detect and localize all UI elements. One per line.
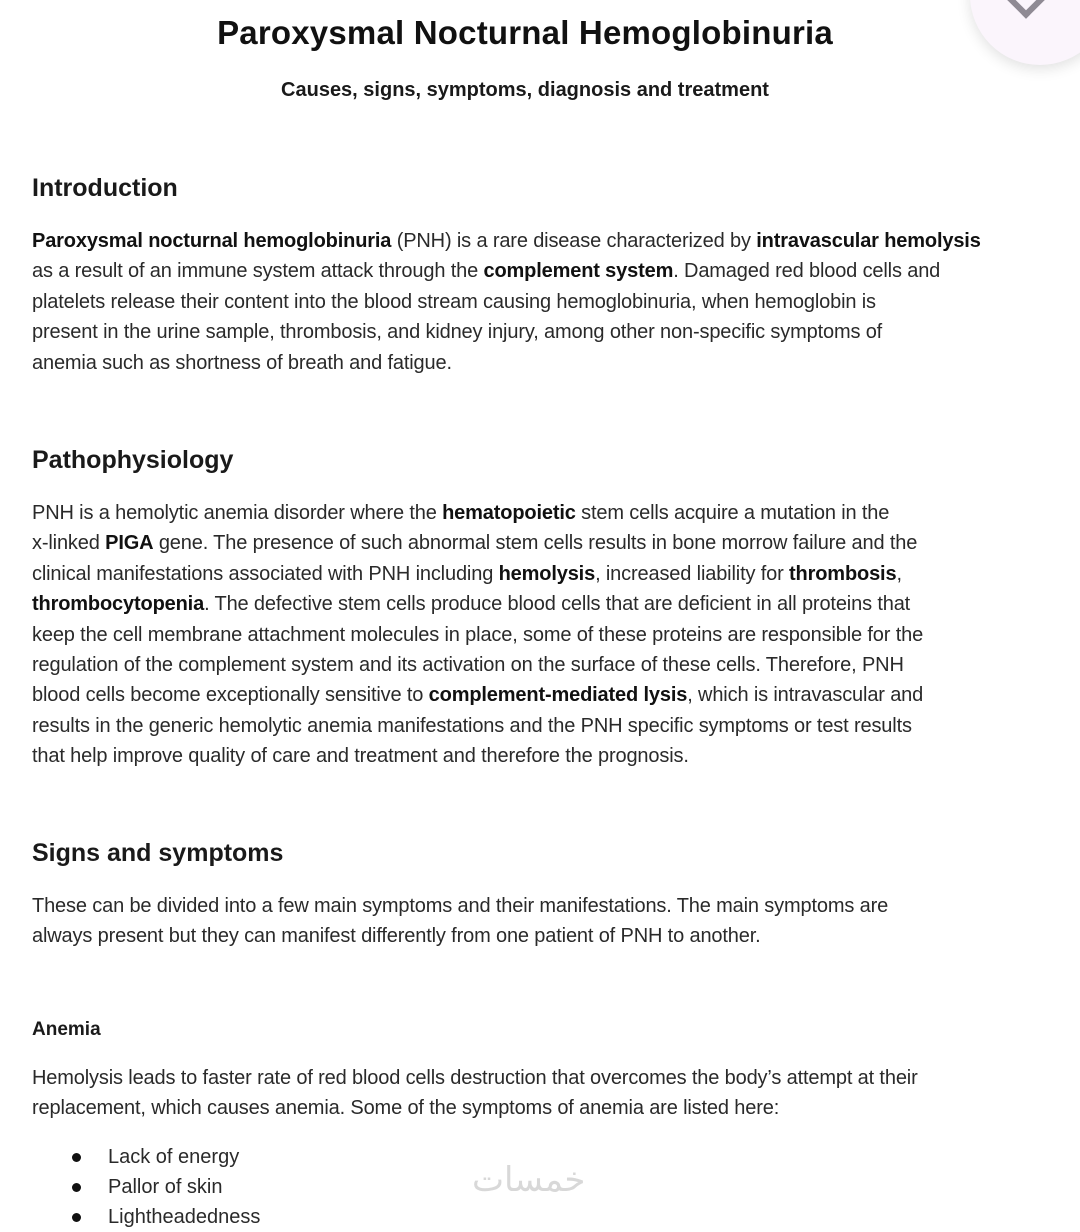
document-subtitle: Causes, signs, symptoms, diagnosis and treatment: [281, 79, 769, 101]
document-title: Paroxysmal Nocturnal Hemoglobinuria: [217, 14, 833, 51]
text-line: regulation of the complement system and its activation on the surface of these cells. Therefore, PNH: [32, 654, 904, 677]
text-line: clinical manifestations associated with PNH including hemolysis, increased liability for thrombosis,: [32, 562, 902, 585]
introduction-paragraph: [32, 226, 1022, 378]
watermark-logo: خمسات: [472, 1160, 586, 1200]
bullet-icon: [72, 1183, 81, 1192]
bullet-icon: [72, 1153, 81, 1162]
anemia-symptom-list: [70, 1142, 260, 1232]
text-line: platelets release their content into the blood stream causing hemoglobinuria, when hemoglobin is: [32, 290, 876, 313]
text-line: blood cells become exceptionally sensitive to complement-mediated lysis, which is intravascular and: [32, 684, 924, 707]
list-item: Lack of energy: [70, 1142, 260, 1172]
text-line: replacement, which causes anemia. Some of the symptoms of anemia are listed here:: [32, 1097, 780, 1120]
text-line: keep the cell membrane attachment molecules in place, some of these proteins are responsible for the: [32, 623, 924, 646]
text-line: x-linked PIGA gene. The presence of such abnormal stem cells results in bone morrow failure and the: [32, 532, 918, 555]
text-line: thrombocytopenia. The defective stem cells produce blood cells that are deficient in all proteins that: [32, 593, 911, 616]
text-line: present in the urine sample, thrombosis, and kidney injury, among other non-specific symptoms of: [32, 321, 883, 344]
list-item: Pallor of skin: [70, 1172, 260, 1202]
text-line: always present but they can manifest differently from one patient of PNH to another.: [32, 925, 761, 948]
text-line: Hemolysis leads to faster rate of red blood cells destruction that overcomes the body’s attempt at their: [32, 1067, 918, 1089]
text-line: PNH is a hemolytic anemia disorder where the hematopoietic stem cells acquire a mutation in the: [32, 502, 890, 524]
heading-pathophysiology: Pathophysiology: [32, 446, 234, 474]
heading-introduction: Introduction: [32, 174, 178, 202]
pathophysiology-paragraph: [32, 498, 1022, 772]
signs-paragraph: [32, 891, 1022, 952]
text-line: as a result of an immune system attack through the complement system. Damaged red blood cells and: [32, 260, 941, 283]
anemia-paragraph: [32, 1063, 1022, 1124]
heading-anemia: Anemia: [32, 1019, 101, 1040]
bullet-icon: [72, 1213, 81, 1222]
list-item: Lightheadedness: [70, 1202, 260, 1232]
text-line: results in the generic hemolytic anemia manifestations and the PNH specific symptoms or test results: [32, 714, 912, 737]
text-line: These can be divided into a few main symptoms and their manifestations. The main symptoms are: [32, 895, 889, 917]
text-line: anemia such as shortness of breath and fatigue.: [32, 351, 452, 374]
text-line: Paroxysmal nocturnal hemoglobinuria (PNH) is a rare disease characterized by intravascular hemolysis: [32, 230, 981, 252]
text-line: that help improve quality of care and treatment and therefore the prognosis.: [32, 745, 689, 768]
heading-signs-and-symptoms: Signs and symptoms: [32, 839, 284, 867]
